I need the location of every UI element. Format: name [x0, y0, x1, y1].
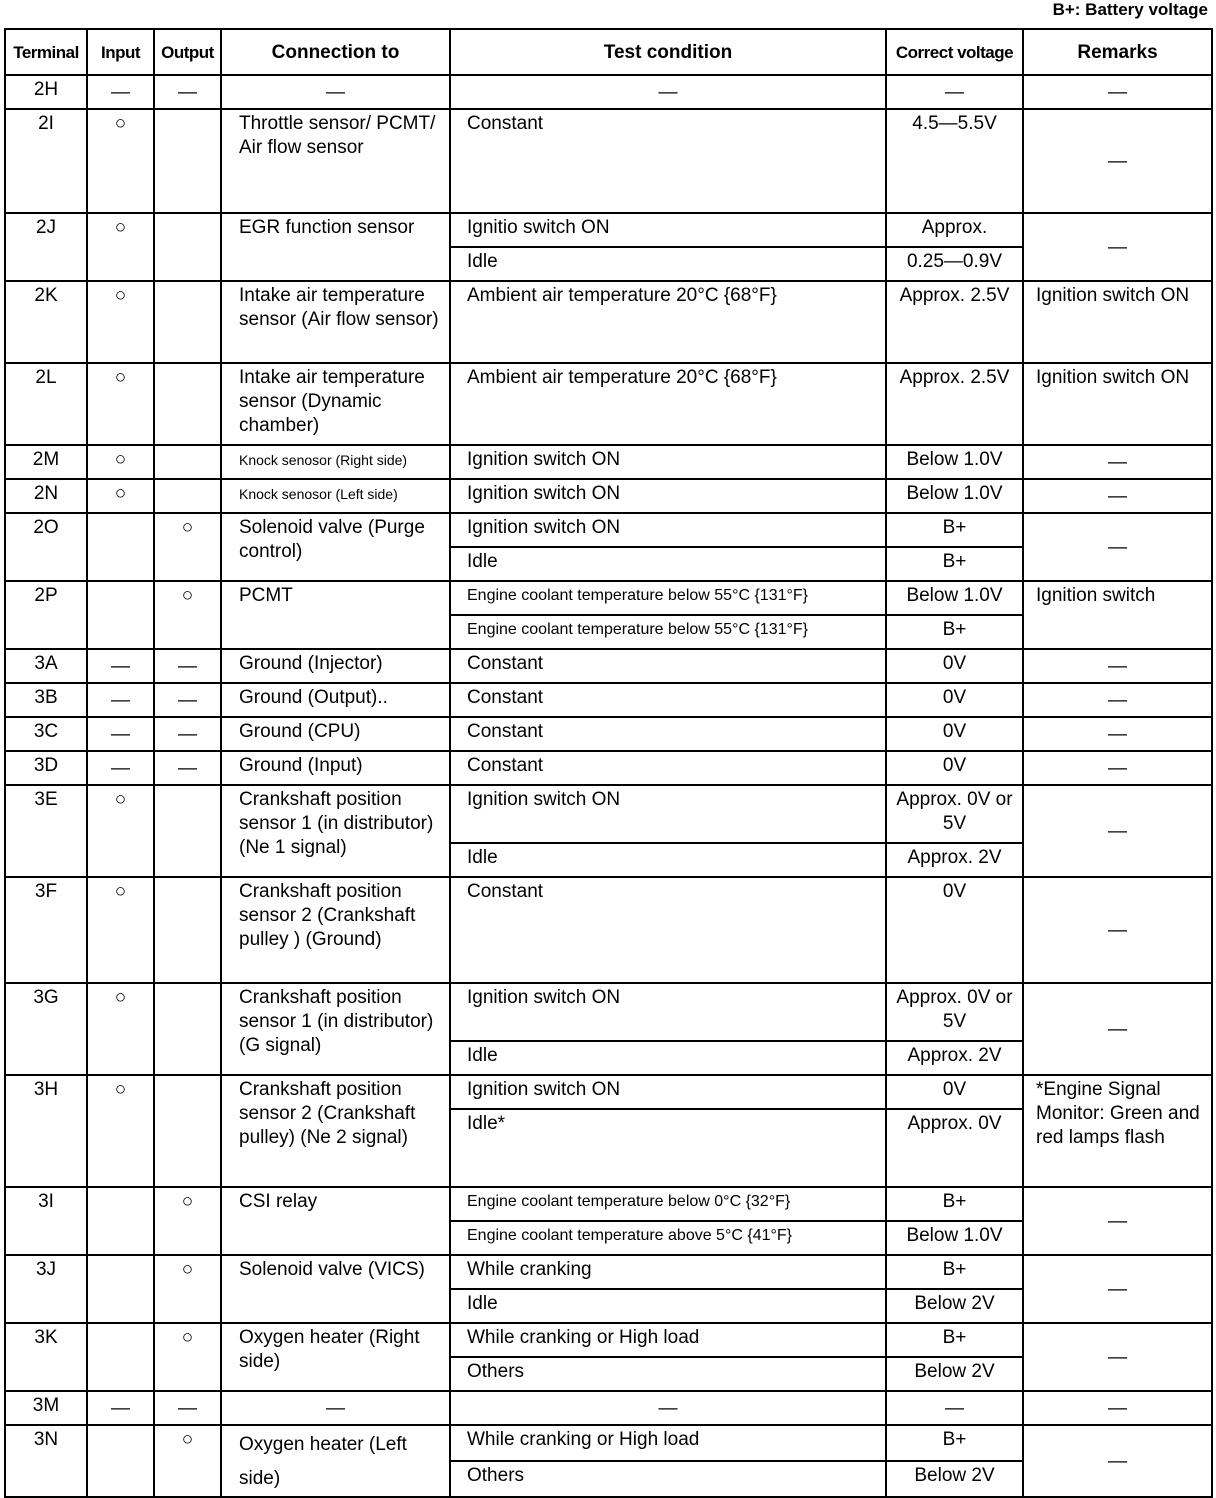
test-condition-cell: While cranking or High load	[450, 1425, 886, 1461]
battery-voltage-note: B+: Battery voltage	[1052, 0, 1208, 19]
terminal-cell: 3K	[5, 1323, 87, 1391]
connection-cell: Crankshaft position sensor 1 (in distributor) (G signal)	[221, 983, 450, 1075]
connection-cell: Oxygen heater (Left side)	[221, 1425, 450, 1497]
table-row	[5, 1255, 1212, 1289]
voltage-cell: 0.25—0.9V	[886, 247, 1023, 281]
dash-mark: —	[450, 1391, 886, 1425]
voltage-cell: 0V	[886, 649, 1023, 683]
test-condition-cell: Constant	[450, 717, 886, 751]
input-cell	[87, 1323, 154, 1391]
dash-mark: —	[87, 1391, 154, 1425]
voltage-cell: 4.5—5.5V	[886, 109, 1023, 213]
connection-cell: PCMT	[221, 581, 450, 649]
input-cell	[87, 513, 154, 581]
connection-cell: Ground (Output)..	[221, 683, 450, 717]
output-cell	[154, 1075, 221, 1187]
terminal-cell: 2K	[5, 281, 87, 363]
test-condition-cell: Ignition switch ON	[450, 785, 886, 843]
dash-mark: —	[1023, 649, 1212, 683]
connection-cell: Crankshaft position sensor 1 (in distributor) (Ne 1 signal)	[221, 785, 450, 877]
connection-cell: Throttle sensor/ PCMT/ Air flow sensor	[221, 109, 450, 213]
remarks-cell: *Engine Signal Monitor: Green and red lamps flash	[1023, 1075, 1212, 1187]
input-marker-icon: ○	[87, 785, 154, 877]
connection-cell: Intake air temperature sensor (Dynamic chamber)	[221, 363, 450, 445]
output-marker-icon: ○	[154, 1323, 221, 1391]
table-row	[5, 1323, 1212, 1357]
output-marker-icon: ○	[154, 1255, 221, 1323]
dash-mark: —	[886, 75, 1023, 109]
test-condition-cell: Ignitio switch ON	[450, 213, 886, 247]
voltage-cell: B+	[886, 513, 1023, 547]
connection-cell: Knock senosor (Right side)	[221, 445, 450, 479]
input-marker-icon: ○	[87, 983, 154, 1075]
connection-cell: Oxygen heater (Right side)	[221, 1323, 450, 1391]
voltage-cell: Approx. 0V or 5V	[886, 983, 1023, 1041]
voltage-cell: 0V	[886, 751, 1023, 785]
dash-mark: —	[154, 717, 221, 751]
connection-cell: CSI relay	[221, 1187, 450, 1255]
table-row	[5, 281, 1212, 363]
dash-mark: —	[1023, 983, 1212, 1075]
output-marker-icon: ○	[154, 581, 221, 649]
table-row	[5, 683, 1212, 717]
input-cell	[87, 581, 154, 649]
voltage-cell: B+	[886, 1323, 1023, 1357]
input-marker-icon: ○	[87, 1075, 154, 1187]
test-condition-cell: While cranking or High load	[450, 1323, 886, 1357]
voltage-cell: B+	[886, 547, 1023, 581]
test-condition-cell: Ignition switch ON	[450, 513, 886, 547]
terminal-cell: 3H	[5, 1075, 87, 1187]
test-condition-cell: Constant	[450, 877, 886, 983]
terminal-cell: 2P	[5, 581, 87, 649]
terminal-cell: 3A	[5, 649, 87, 683]
test-condition-cell: Idle	[450, 1289, 886, 1323]
input-marker-icon: ○	[87, 281, 154, 363]
dash-mark: —	[221, 1391, 450, 1425]
connection-cell: Ground (Injector)	[221, 649, 450, 683]
voltage-cell: Approx. 2V	[886, 1041, 1023, 1075]
header-input: Input	[87, 29, 154, 75]
connection-cell: Knock senosor (Left side)	[221, 479, 450, 513]
output-cell	[154, 479, 221, 513]
table-row	[5, 717, 1212, 751]
header-output: Output	[154, 29, 221, 75]
terminal-cell: 2L	[5, 363, 87, 445]
connection-cell: Solenoid valve (Purge control)	[221, 513, 450, 581]
voltage-cell: Approx. 0V or 5V	[886, 785, 1023, 843]
output-cell	[154, 877, 221, 983]
dash-mark: —	[87, 751, 154, 785]
voltage-cell: 0V	[886, 1075, 1023, 1109]
terminal-cell: 2M	[5, 445, 87, 479]
test-condition-cell: Ignition switch ON	[450, 1075, 886, 1109]
dash-mark: —	[154, 649, 221, 683]
test-condition-cell: While cranking	[450, 1255, 886, 1289]
table-row	[5, 1391, 1212, 1425]
header-remarks: Remarks	[1023, 29, 1212, 75]
input-marker-icon: ○	[87, 213, 154, 281]
input-marker-icon: ○	[87, 109, 154, 213]
remarks-cell: Ignition switch	[1023, 581, 1212, 649]
input-marker-icon: ○	[87, 479, 154, 513]
voltage-cell: 0V	[886, 877, 1023, 983]
terminal-cell: 2J	[5, 213, 87, 281]
terminal-cell: 3C	[5, 717, 87, 751]
header-terminal: Terminal	[5, 29, 87, 75]
terminal-cell: 2N	[5, 479, 87, 513]
test-condition-cell: Constant	[450, 751, 886, 785]
dash-mark: —	[87, 75, 154, 109]
table-row	[5, 649, 1212, 683]
table-row	[5, 877, 1212, 983]
output-marker-icon: ○	[154, 1425, 221, 1497]
dash-mark: —	[450, 75, 886, 109]
dash-mark: —	[154, 75, 221, 109]
voltage-cell: Approx. 2V	[886, 843, 1023, 877]
connection-cell: Solenoid valve (VICS)	[221, 1255, 450, 1323]
dash-mark: —	[154, 1391, 221, 1425]
test-condition-cell: Engine coolant temperature below 55°C {131°F}	[450, 581, 886, 615]
table-row	[5, 1075, 1212, 1109]
table-row	[5, 983, 1212, 1041]
table-row	[5, 751, 1212, 785]
voltage-cell: B+	[886, 615, 1023, 649]
dash-mark: —	[154, 751, 221, 785]
voltage-cell: Below 1.0V	[886, 479, 1023, 513]
terminal-cell: 2O	[5, 513, 87, 581]
dash-mark: —	[1023, 1323, 1212, 1391]
connection-cell: Crankshaft position sensor 2 (Crankshaft pulley ) (Ground)	[221, 877, 450, 983]
terminal-cell: 3N	[5, 1425, 87, 1497]
test-condition-cell: Idle	[450, 547, 886, 581]
dash-mark: —	[1023, 785, 1212, 877]
test-condition-cell: Engine coolant temperature below 55°C {131°F}	[450, 615, 886, 649]
voltage-cell: Below 2V	[886, 1289, 1023, 1323]
dash-mark: —	[1023, 1391, 1212, 1425]
dash-mark: —	[87, 683, 154, 717]
terminal-cell: 3G	[5, 983, 87, 1075]
dash-mark: —	[1023, 1187, 1212, 1255]
header-test-condition: Test condition	[450, 29, 886, 75]
dash-mark: —	[154, 683, 221, 717]
input-marker-icon: ○	[87, 363, 154, 445]
input-cell	[87, 1425, 154, 1497]
test-condition-cell: Ignition switch ON	[450, 983, 886, 1041]
voltage-cell: Approx.	[886, 213, 1023, 247]
test-condition-cell: Constant	[450, 649, 886, 683]
input-cell	[87, 1255, 154, 1323]
connection-cell: Crankshaft position sensor 2 (Crankshaft pulley) (Ne 2 signal)	[221, 1075, 450, 1187]
input-marker-icon: ○	[87, 445, 154, 479]
output-cell	[154, 281, 221, 363]
dash-mark: —	[886, 1391, 1023, 1425]
voltage-cell: Below 1.0V	[886, 581, 1023, 615]
input-marker-icon: ○	[87, 877, 154, 983]
test-condition-cell: Others	[450, 1461, 886, 1497]
connection-cell: Ground (Input)	[221, 751, 450, 785]
dash-mark: —	[1023, 75, 1212, 109]
table-row	[5, 581, 1212, 615]
dash-mark: —	[1023, 213, 1212, 281]
table-row	[5, 75, 1212, 109]
terminal-cell: 3E	[5, 785, 87, 877]
input-cell	[87, 1187, 154, 1255]
dash-mark: —	[1023, 1425, 1212, 1497]
terminal-voltage-table	[4, 28, 1213, 1498]
dash-mark: —	[1023, 445, 1212, 479]
output-cell	[154, 785, 221, 877]
voltage-cell: 0V	[886, 683, 1023, 717]
table-row	[5, 785, 1212, 843]
dash-mark: —	[221, 75, 450, 109]
dash-mark: —	[1023, 1255, 1212, 1323]
remarks-cell: Ignition switch ON	[1023, 363, 1212, 445]
dash-mark: —	[87, 649, 154, 683]
terminal-cell: 3F	[5, 877, 87, 983]
output-cell	[154, 445, 221, 479]
table-row	[5, 479, 1212, 513]
test-condition-cell: Constant	[450, 683, 886, 717]
test-condition-cell: Ignition switch ON	[450, 445, 886, 479]
dash-mark: —	[1023, 683, 1212, 717]
terminal-cell: 3J	[5, 1255, 87, 1323]
output-cell	[154, 213, 221, 281]
voltage-cell: Below 1.0V	[886, 445, 1023, 479]
header-row	[5, 29, 1212, 75]
remarks-cell: Ignition switch ON	[1023, 281, 1212, 363]
test-condition-cell: Engine coolant temperature above 5°C {41°F}	[450, 1221, 886, 1255]
dash-mark: —	[1023, 513, 1212, 581]
table-row	[5, 363, 1212, 445]
voltage-cell: 0V	[886, 717, 1023, 751]
test-condition-cell: Idle	[450, 247, 886, 281]
test-condition-cell: Ambient air temperature 20°C {68°F}	[450, 281, 886, 363]
terminal-cell: 3I	[5, 1187, 87, 1255]
voltage-cell: B+	[886, 1187, 1023, 1221]
test-condition-cell: Others	[450, 1357, 886, 1391]
voltage-cell: Approx. 2.5V	[886, 363, 1023, 445]
terminal-cell: 3M	[5, 1391, 87, 1425]
dash-mark: —	[1023, 717, 1212, 751]
voltage-cell: Approx. 0V	[886, 1109, 1023, 1187]
output-marker-icon: ○	[154, 1187, 221, 1255]
output-cell	[154, 983, 221, 1075]
test-condition-cell: Engine coolant temperature below 0°C {32°F}	[450, 1187, 886, 1221]
voltage-cell: Approx. 2.5V	[886, 281, 1023, 363]
dash-mark: —	[1023, 479, 1212, 513]
voltage-cell: Below 2V	[886, 1357, 1023, 1391]
test-condition-cell: Idle	[450, 843, 886, 877]
connection-cell: Ground (CPU)	[221, 717, 450, 751]
terminal-cell: 3D	[5, 751, 87, 785]
dash-mark: —	[1023, 751, 1212, 785]
test-condition-cell: Ambient air temperature 20°C {68°F}	[450, 363, 886, 445]
terminal-cell: 2I	[5, 109, 87, 213]
test-condition-cell: Ignition switch ON	[450, 479, 886, 513]
voltage-cell: Below 1.0V	[886, 1221, 1023, 1255]
terminal-cell: 2H	[5, 75, 87, 109]
output-cell	[154, 109, 221, 213]
test-condition-cell: Idle*	[450, 1109, 886, 1187]
table-row	[5, 213, 1212, 247]
output-marker-icon: ○	[154, 513, 221, 581]
dash-mark: —	[87, 717, 154, 751]
table-row	[5, 1425, 1212, 1461]
connection-cell: EGR function sensor	[221, 213, 450, 281]
output-cell	[154, 363, 221, 445]
voltage-cell: B+	[886, 1425, 1023, 1461]
table-row	[5, 445, 1212, 479]
test-condition-cell: Constant	[450, 109, 886, 213]
test-condition-cell: Idle	[450, 1041, 886, 1075]
header-correct-voltage: Correct voltage	[886, 29, 1023, 75]
connection-cell: Intake air temperature sensor (Air flow sensor)	[221, 281, 450, 363]
terminal-cell: 3B	[5, 683, 87, 717]
voltage-cell: Below 2V	[886, 1461, 1023, 1497]
header-connection: Connection to	[221, 29, 450, 75]
dash-mark: —	[1023, 109, 1212, 213]
table-row	[5, 109, 1212, 213]
dash-mark: —	[1023, 877, 1212, 983]
voltage-cell: B+	[886, 1255, 1023, 1289]
table-row	[5, 1187, 1212, 1221]
table-row	[5, 513, 1212, 547]
